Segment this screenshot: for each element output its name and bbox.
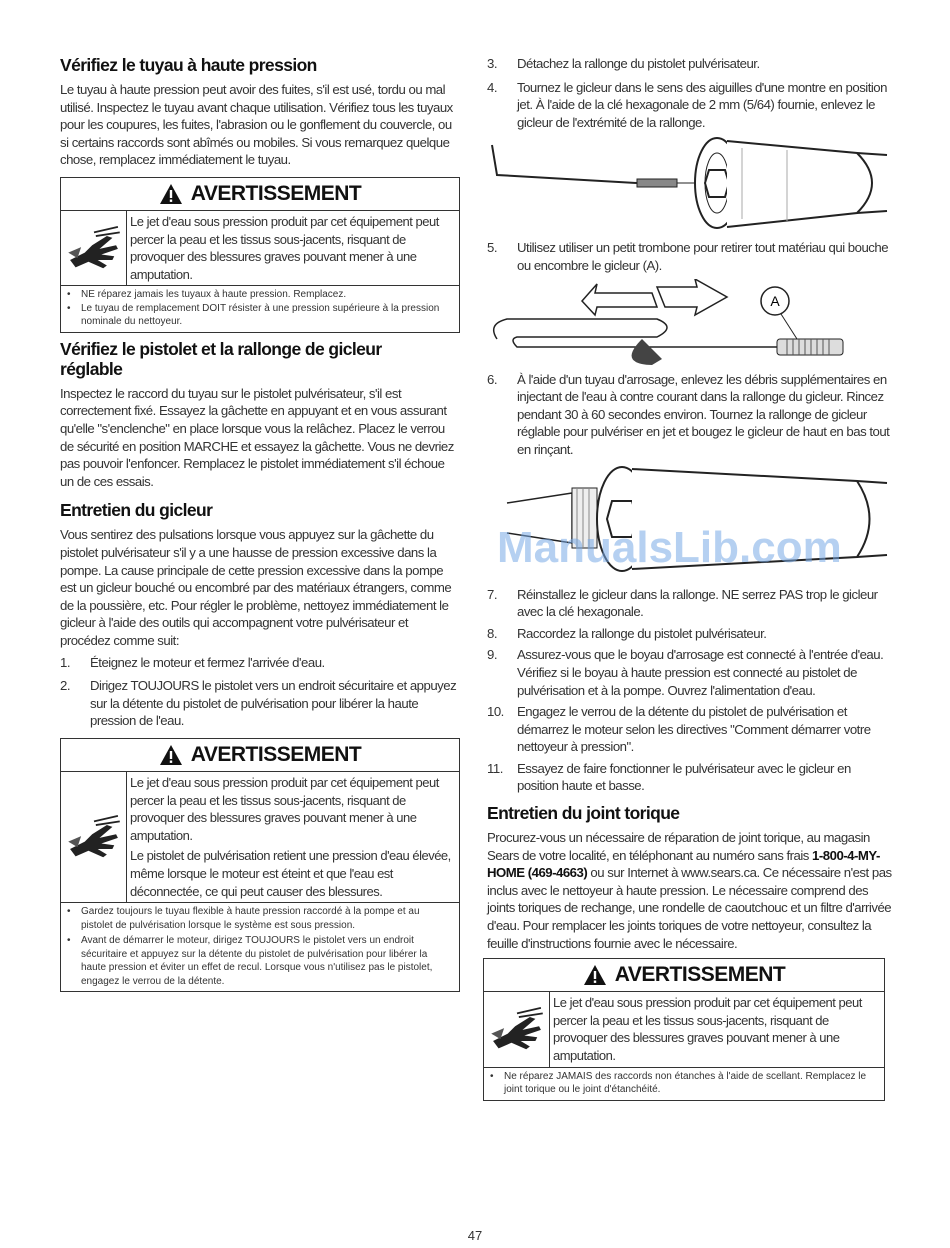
steps-list-right-a (487, 55, 892, 131)
warning-box-2 (60, 738, 460, 992)
paragraph-text: Procurez-vous un nécessaire de réparation de joint torique, au magasin Sears de votre localité, en téléphonant au numéro sans frais (487, 830, 870, 863)
step-number: 6. (487, 371, 497, 387)
heading-nozzle-maintenance: Entretien du gicleur (60, 500, 213, 521)
warning-title: AVERTISSEMENT (614, 963, 786, 987)
step-text: Détachez la rallonge du pistolet pulvérisateur. (517, 56, 760, 71)
steps-list-right-b (487, 586, 892, 796)
step-number: 9. (487, 647, 497, 663)
warning-bullet: Le tuyau de remplacement DOIT résister à une pression supérieure à la pression nominale du nettoyeur. (81, 302, 440, 328)
hand-injection-icon (484, 992, 550, 1066)
page-number: 47 (467, 1228, 483, 1243)
step-number: 2. (60, 678, 70, 694)
warning-triangle-icon (159, 183, 183, 205)
list-item (487, 760, 892, 795)
step-text: Assurez-vous que le boyau d'arrosage est connecté à l'entrée d'eau. Vérifiez si le boyau à haute pression est connecté au pistolet de pulvérisation et à la pompe. Ouvrez l'alimentation d'eau. (517, 647, 884, 698)
step-text: Tournez le gicleur dans le sens des aiguilles d'une montre en position jet. À l'aide de la clé hexagonale de 2 mm (5/64) fournie, enlevez le gicleur de l'extrémité de la rallonge. (517, 79, 887, 130)
step-number: 5. (487, 240, 497, 256)
hand-injection-icon (61, 211, 127, 285)
warning-bullet: Avant de démarrer le moteur, dirigez TOUJOURS le pistolet vers un endroit sécuritaire et appuyez sur la détente du pistolet de pulvérisation pour libérer la haute pression et éviter un effet de recul. Lorsque vous n'utilisez pas le pistolet, engagez le verrou de la détente. (81, 935, 433, 987)
warning-title: AVERTISSEMENT (190, 742, 362, 766)
steps-list-left (60, 654, 460, 730)
list-item (487, 79, 892, 132)
heading-check-gun: Vérifiez le pistolet et la rallonge de gicleur réglable (60, 338, 382, 379)
paragraph-check-gun: Inspectez le raccord du tuyau sur le pistolet pulvérisateur, s'il est correctement fixé. Essayez la gâchette en appuyant et en vous assurant qu'elle "s'enclenche" en place lorsque vous la relâchez. Placez le verrou de sécurité en position MARCHE et essayez la gâchette. Vous ne devriez pas pouvoir l'enfoncer. Remplacez le pistolet immédiatement s'il échoue un de ces essais. (60, 385, 454, 489)
hand-injection-icon (61, 772, 127, 902)
paragraph-check-hose: Le tuyau à haute pression peut avoir des fuites, s'il est usé, tordu ou mal utilisé. Inspectez le tuyau avant chaque utilisation. Vérifiez tous les tuyaux pour les coupures, les fuites, l'abrasion ou le gonflement du couvercle, ou si certains raccords sont abîmés ou mobiles. Si vous remarquez quelque chose, remplacez immédiatement le tuyau. (60, 82, 453, 168)
paragraph-o-ring-maintenance (487, 829, 892, 952)
list-item (487, 239, 892, 274)
warning-bullet: Gardez toujours le tuyau flexible à haute pression raccordé à la pompe et au pistolet de pulvérisation lorsque le système est sous pression. (81, 906, 420, 931)
warning-bullets: • Ne réparez JAMAIS des raccords non étanches à l'aide de scellant. Remplacez le joint torique ou le joint d'étanchéité. (484, 1068, 884, 1100)
paperclip-cleaning-illustration (487, 279, 892, 367)
list-item (487, 703, 892, 756)
warning-title: AVERTISSEMENT (190, 181, 362, 205)
warning-bullets: • NE réparez jamais les tuyaux à haute pression. Remplacez. • Le tuyau de remplacement DOIT résister à une pression supérieure à la pression nominale du nettoyeur. (61, 286, 459, 332)
step-text: Essayez de faire fonctionner le pulvérisateur avec le gicleur en position haute et basse. (517, 760, 851, 794)
step-text: Utilisez utiliser un petit trombone pour retirer tout matériau qui bouche ou encombre le gicleur (A). (517, 240, 889, 273)
heading-check-hose: Vérifiez le tuyau à haute pression (60, 55, 317, 75)
heading-o-ring-maintenance: Entretien du joint torique (487, 803, 680, 824)
list-item (487, 55, 892, 73)
warning-box-1 (60, 177, 460, 333)
flushing-figure (487, 463, 892, 580)
warning-box-3 (483, 958, 885, 1100)
watermark: ManualsLib.com (497, 522, 842, 572)
step-text: Éteignez le moteur et fermez l'arrivée d'eau. (90, 654, 325, 670)
list-item (487, 625, 892, 643)
step-text: Réinstallez le gicleur dans la rallonge. NE serrez PAS trop le gicleur avec la clé hexagonale. (517, 586, 878, 620)
step-text: À l'aide d'un tuyau d'arrosage, enlevez les débris supplémentaires en injectant de l'eau à contre courant dans la rallonge du gicleur. Rincez pendant 30 à 60 secondes environ. Tournez la rallonge de gicleur réglable pour pulvériser en jet et bougez le gicleur de haut en bas tout en rinçant. (517, 371, 890, 457)
warning-text: Le jet d'eau sous pression produit par cet équipement peut percer la peau et les tissus sous-jacents, risquant de provoquer des blessures graves pouvant mener à une amputation. (130, 213, 439, 282)
list-item (60, 654, 460, 672)
warning-triangle-icon (583, 964, 607, 986)
paragraph-nozzle-maintenance: Vous sentirez des pulsations lorsque vous appuyez sur la gâchette du pistolet pulvérisateur s'il y a une hausse de pression excessive dans la pompe. La cause principale de cette pression excessive dans la pompe est un gicleur bouché ou encombré par des matériaux étrangers, comme de la poussière, etc. Pour régler le problème, nettoyez immédiatement le gicleur à l'aide des outils qui accompagnent votre pulvérisateur et procédez comme suit: (60, 527, 452, 648)
warning-text: Le jet d'eau sous pression produit par cet équipement peut percer la peau et les tissus sous-jacents, risquant de provoquer des blessures graves pouvant mener à une amputation. (553, 995, 862, 1063)
step-number: 11. (487, 760, 503, 776)
warning-bullet: NE réparez jamais les tuyaux à haute pression. Remplacez. (81, 289, 347, 301)
list-item (487, 646, 892, 699)
step-number: 3. (487, 56, 497, 71)
callout-label-a: A (770, 292, 780, 309)
left-column (60, 55, 460, 992)
paragraph-text: ou sur Internet à www.sears.ca. Ce nécessaire n'est pas inclus avec le nettoyeur à haute pression. Le nécessaire comprend des joints toriques de rechange, une rondelle de caoutchouc et un filtre d'arrivée d'eau. Pour remplacer les joints toriques de votre nettoyeur, consultez la feuille d'instructions fournie avec le nécessaire. (487, 865, 892, 951)
step-number: 8. (487, 625, 497, 641)
warning-triangle-icon (159, 744, 183, 766)
warning-text: Le jet d'eau sous pression produit par cet équipement peut percer la peau et les tissus sous-jacents, risquant de provoquer des blessures graves pouvant mener à une amputation. (130, 774, 439, 843)
step-text: Dirigez TOUJOURS le pistolet vers un endroit sécuritaire et appuyez sur la détente du pistolet de pulvérisation pour libérer la haute pression de l'eau. (90, 678, 457, 729)
warning-text: Le pistolet de pulvérisation retient une pression d'eau élevée, même lorsque le moteur est éteint et que l'eau est déconnectée, ce qui peut causer des blessures. (130, 848, 451, 899)
nozzle-removal-illustration (487, 135, 892, 235)
step-text: Raccordez la rallonge du pistolet pulvérisateur. (517, 625, 767, 641)
warning-bullets: • Gardez toujours le tuyau flexible à haute pression raccordé à la pompe et au pistolet de pulvérisation lorsque le système est sous pression. • Avant de démarrer le moteur, dirigez TOUJOURS le pistolet vers un endroit sécuritaire et appuyez sur la détente du pistolet de pulvérisation pour libérer la haute pression et éviter un effet de recul. Lorsque vous n'utilisez pas le pistolet, engagez le verrou de la détente. (61, 903, 459, 991)
list-item (487, 586, 892, 621)
right-column (487, 55, 892, 1101)
step-number: 1. (60, 654, 70, 670)
phone-number: 1-800-4-MY-HOME (469-4663) (487, 847, 880, 881)
step-number: 4. (487, 79, 497, 95)
warning-bullet: Ne réparez JAMAIS des raccords non étanches à l'aide de scellant. Remplacez le joint torique ou le joint d'étanchéité. (504, 1070, 867, 1096)
list-item (60, 677, 460, 730)
step-text: Engagez le verrou de la détente du pistolet de pulvérisation et démarrez le moteur selon les directives "Comment démarrer votre nettoyeur à pression". (517, 704, 871, 755)
list-item (487, 371, 892, 459)
step-number: 7. (487, 586, 497, 602)
step-number: 10. (487, 704, 504, 720)
